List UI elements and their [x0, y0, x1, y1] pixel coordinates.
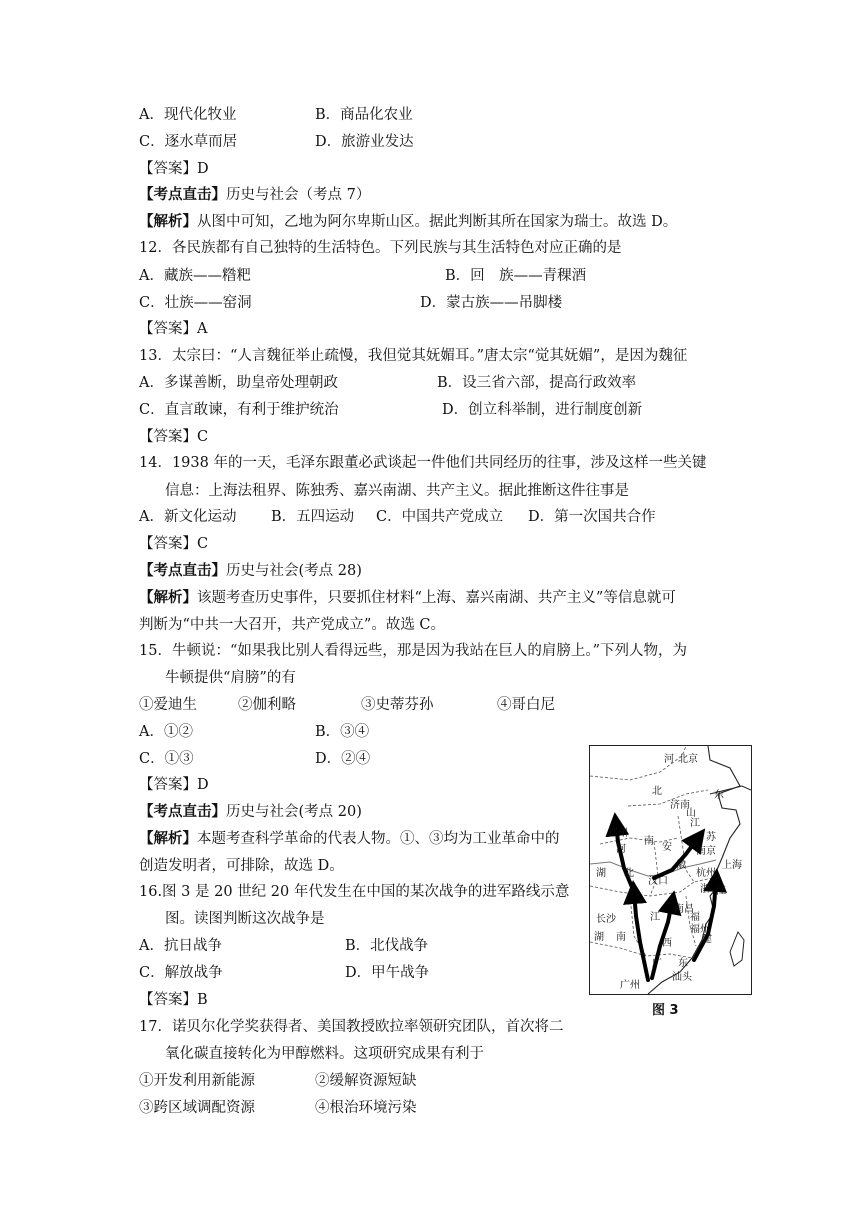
q12-stem: 12．各民族都有自己独特的生活特色。下列民族与其生活特色对应正确的是 — [139, 240, 622, 256]
q15-item-1: ①爱迪生 — [139, 697, 197, 713]
q16-answer: 【答案】B — [139, 992, 208, 1008]
q12-option-c: C．壮族——窑洞 — [139, 295, 252, 311]
q13-option-b: B．设三省六部，提高行政效率 — [437, 375, 637, 391]
q15-stem-line1: 15．牛顿说：“如果我比别人看得远些，那是因为我站在巨人的肩膀上。”下列人物，为 — [139, 643, 688, 659]
q16-option-b: B．北伐战争 — [345, 938, 429, 954]
q15-option-a: A．①② — [139, 724, 193, 740]
northern-expedition-map — [589, 745, 752, 995]
map-label-jian: 建 — [702, 934, 712, 945]
q12-option-a: A．藏族——糌粑 — [139, 268, 251, 284]
q13-stem: 13．太宗曰：“人言魏征举止疏慢，我但觉其妩媚耳。”唐太宗“觉其妩媚”，是因为魏征 — [139, 348, 688, 364]
q15-option-d: D．②④ — [315, 751, 371, 767]
map-label-nanjing: 南京 — [696, 846, 716, 857]
point-text: 历史与社会(考点 28) — [226, 563, 362, 579]
map-label-hangzhou: 杭州 — [696, 868, 716, 879]
map-label-an: 安 — [662, 842, 672, 853]
q14-stem-line1: 14．1938 年的一天，毛泽东跟董必武谈起一件他们共同经历的往事，涉及这样一些关键 — [139, 455, 707, 471]
map-label-henan-nan: 南 — [644, 836, 654, 847]
arrow-hankou-nanjing — [654, 838, 698, 878]
q12-answer: 【答案】A — [139, 321, 208, 337]
map-label-hebei: 河 — [664, 754, 674, 765]
q11-option-d: D．旅游业发达 — [315, 134, 414, 150]
map-label-fuzhou: 福州 — [690, 924, 710, 935]
analysis-tag: 【解析】 — [139, 590, 197, 606]
map-label-changsha: 长沙 — [596, 914, 616, 925]
point-text: 历史与社会(考点 20) — [226, 804, 362, 820]
q15-item-2: ②伽利略 — [238, 697, 296, 713]
q13-option-c: C．直言敢谏，有利于维护统治 — [139, 402, 339, 418]
q15-option-b: B．③④ — [315, 724, 370, 740]
q14-analysis-line2: 判断为“中共一大召开，共产党成立”。故选 C。 — [139, 617, 446, 633]
map-label-fu: 福 — [690, 912, 700, 923]
point-tag: 【考点直击】 — [139, 187, 226, 203]
analysis-tag: 【解析】 — [139, 831, 197, 847]
q13-option-d: D．创立科举制，进行制度创新 — [442, 402, 643, 418]
q14-analysis-line1 — [139, 588, 676, 608]
map-label-zhe-jiang: 江 — [716, 886, 726, 897]
map-label-guang: 广 — [652, 958, 662, 969]
q15-point — [139, 802, 362, 822]
analysis-text: 从图中可知，乙地为阿尔卑斯山区。据此判断其所在国家为瑞士。故选 D。 — [197, 214, 678, 230]
q15-analysis-line2: 创造发明者，可排除，故选 D。 — [139, 858, 344, 874]
taiwan-island — [730, 932, 744, 966]
map-label-hui: 徽 — [676, 860, 686, 871]
q17-item-2: ②缓解资源短缺 — [315, 1073, 417, 1089]
q14-option-d: D．第一次国共合作 — [528, 509, 656, 525]
map-label-hu: 湖 — [596, 868, 606, 879]
q14-answer: 【答案】C — [139, 536, 209, 552]
q14-option-a: A．新文化运动 — [139, 509, 237, 525]
map-label-shan: 山 — [686, 808, 696, 819]
q16-stem-line2: 图。读图判断这次战争是 — [165, 911, 325, 927]
map-label-hunan-nan: 南 — [616, 932, 626, 943]
q16-option-a: A．抗日战争 — [139, 938, 222, 954]
point-tag: 【考点直击】 — [139, 804, 226, 820]
q15-option-c: C．①③ — [139, 751, 194, 767]
arrow-guangzhou-changsha — [634, 892, 648, 980]
q17-stem-line1: 17．诺贝尔化学奖获得者、美国教授欧拉率领研究团队，首次将二 — [139, 1019, 564, 1035]
map-label-zhe: 浙 — [700, 884, 710, 895]
q17-item-1: ①开发利用新能源 — [139, 1073, 255, 1089]
map-label-shantou: 汕头 — [672, 972, 692, 983]
q17-stem-line2: 氧化碳直接转化为甲醇燃料。这项研究成果有利于 — [165, 1046, 484, 1062]
q11-answer: 【答案】D — [139, 161, 209, 177]
q16-stem-line1: 16.图 3 是 20 世纪 20 年代发生在中国的某次战争的进军路线示意 — [139, 884, 570, 900]
q15-stem-line2: 牛顿提供“肩膀”的有 — [165, 670, 296, 686]
map-label-guangzhou: 广州 — [620, 980, 640, 991]
map-label-henan-he: 河 — [616, 844, 626, 855]
analysis-text: 该题考查历史事件，只要抓住材料“上海、嘉兴南湖、共产主义”等信息就可 — [197, 590, 676, 606]
q11-analysis — [139, 212, 677, 232]
q16-option-c: C．解放战争 — [139, 965, 223, 981]
map-label-zhengzhou: 郑州 — [608, 828, 628, 839]
q17-item-3: ③跨区域调配资源 — [139, 1100, 255, 1116]
q14-option-c: C．中国共产党成立 — [376, 509, 504, 525]
map-label-nanchang: 南昌 — [674, 904, 694, 915]
q12-option-b: B．回 族——青稞酒 — [445, 268, 587, 284]
q15-item-4: ④哥白尼 — [497, 697, 555, 713]
map-label-shanghai: 上海 — [722, 860, 742, 871]
map-label-hunan-hu: 湖 — [594, 932, 604, 943]
map-label-su: 苏 — [706, 832, 716, 843]
map-label-guangdong-dong: 东 — [678, 958, 688, 969]
q15-answer: 【答案】D — [139, 777, 209, 793]
map-label-bei: 北 — [652, 786, 662, 797]
q11-point — [139, 185, 370, 205]
q15-analysis-line1 — [139, 829, 560, 849]
q14-stem-line2: 信息：上海法租界、陈独秀、嘉兴南湖、共产主义。据此推断这件往事是 — [165, 483, 629, 499]
map-label-beijing: 北京 — [678, 754, 698, 765]
q11-option-c: C．逐水草而居 — [139, 134, 238, 150]
point-text: 历史与社会（考点 7） — [226, 187, 371, 203]
analysis-text: 本题考查科学革命的代表人物。①、③均为工业革命中的 — [197, 831, 560, 847]
q13-option-a: A．多谋善断，助皇帝处理朝政 — [139, 375, 338, 391]
map-label-hubei-bei: 北 — [624, 868, 634, 879]
map-label-jiangxi-jiang: 江 — [650, 912, 660, 923]
q13-answer: 【答案】C — [139, 429, 209, 445]
figure-caption: 图 3 — [652, 1003, 679, 1018]
q12-option-d: D．蒙古族——吊脚楼 — [420, 295, 563, 311]
q11-option-a: A．现代化牧业 — [139, 107, 237, 123]
q14-point — [139, 561, 362, 581]
q15-item-3: ③史蒂芬孙 — [361, 697, 434, 713]
map-label-jiang: 江 — [690, 818, 700, 829]
analysis-tag: 【解析】 — [139, 214, 197, 230]
map-label-dong: 东 — [714, 790, 724, 801]
q11-option-b: B．商品化农业 — [315, 107, 413, 123]
map-label-jinan: 济南 — [670, 800, 690, 811]
q16-option-d: D．甲午战争 — [345, 965, 430, 981]
q14-option-b: B．五四运动 — [271, 509, 355, 525]
q17-item-4: ④根治环境污染 — [315, 1100, 417, 1116]
point-tag: 【考点直击】 — [139, 563, 226, 579]
map-label-hankou: 汉口 — [648, 876, 668, 887]
map-label-jiangxi-xi: 西 — [662, 938, 672, 949]
